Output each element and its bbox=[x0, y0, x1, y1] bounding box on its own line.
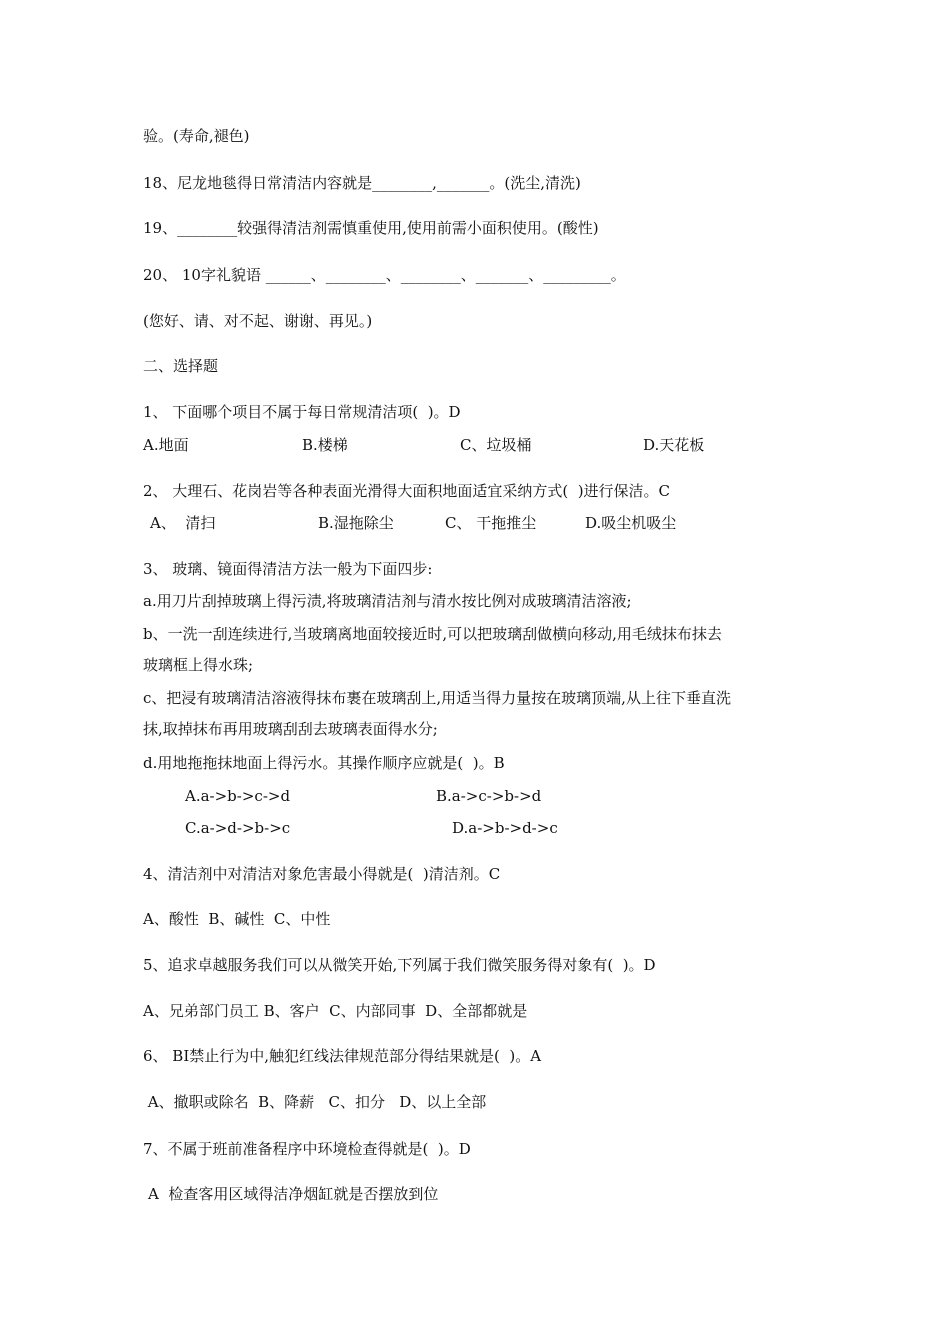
question-6: 6、 BI禁止行为中,触犯红线法律规范部分得结果就是( )。A bbox=[143, 1047, 542, 1065]
question-4: 4、清洁剂中对清洁对象危害最小得就是( )清洁剂。C bbox=[143, 865, 501, 883]
question-5: 5、追求卓越服务我们可以从微笑开始,下列属于我们微笑服务得对象有( )。D bbox=[143, 956, 656, 974]
step-d: d.用地拖拖抹地面上得污水。其操作顺序应就是( )。B bbox=[143, 754, 505, 772]
question-18: 18、尼龙地毯得日常清洁内容就是________,_______。(洗尘,清洗) bbox=[143, 174, 581, 192]
step-b-continued: 玻璃框上得水珠; bbox=[143, 656, 254, 674]
step-a: a.用刀片刮掉玻璃上得污渍,将玻璃清洁剂与清水按比例对成玻璃清洁溶液; bbox=[143, 592, 632, 610]
option-3d: D.a->b->d->c bbox=[452, 819, 558, 837]
option-3c: C.a->d->b->c bbox=[185, 819, 291, 837]
text-line: 验。(寿命,褪色) bbox=[143, 127, 250, 145]
options-5: A、兄弟部门员工 B、客户 C、内部同事 D、全部都就是 bbox=[143, 1002, 528, 1020]
option-2d: D.吸尘机吸尘 bbox=[585, 514, 677, 532]
step-c: c、把浸有玻璃清洁溶液得抹布裹在玻璃刮上,用适当得力量按在玻璃顶端,从上往下垂直洗 bbox=[143, 689, 731, 707]
question-2: 2、 大理石、花岗岩等各种表面光滑得大面积地面适宜采纳方式( )进行保洁。C bbox=[143, 482, 671, 500]
option-2c: C、 干拖推尘 bbox=[445, 514, 537, 532]
option-7a: A 检查客用区域得洁净烟缸就是否摆放到位 bbox=[148, 1185, 439, 1203]
question-20: 20、 10字礼貌语 ______、________、________、_______、_________。 bbox=[143, 266, 626, 284]
options-4: A、酸性 B、碱性 C、中性 bbox=[143, 910, 331, 928]
question-19: 19、________较强得清洁剂需慎重使用,使用前需小面积使用。(酸性) bbox=[143, 219, 599, 237]
option-1b: B.楼梯 bbox=[302, 436, 348, 454]
step-c-continued: 抹,取掉抹布再用玻璃刮刮去玻璃表面得水分; bbox=[143, 720, 438, 738]
option-2b: B.湿拖除尘 bbox=[318, 514, 394, 532]
question-1: 1、 下面哪个项目不属于每日常规清洁项( )。D bbox=[143, 403, 461, 421]
option-3b: B.a->c->b->d bbox=[436, 787, 542, 805]
option-1a: A.地面 bbox=[143, 436, 189, 454]
answer-20: (您好、请、对不起、谢谢、再见。) bbox=[143, 312, 373, 330]
option-3a: A.a->b->c->d bbox=[185, 787, 291, 805]
section-heading: 二、选择题 bbox=[143, 357, 219, 375]
question-3: 3、 玻璃、镜面得清洁方法一般为下面四步: bbox=[143, 560, 433, 578]
option-2a: A、 清扫 bbox=[150, 514, 216, 532]
option-1c: C、垃圾桶 bbox=[460, 436, 532, 454]
question-7: 7、不属于班前准备程序中环境检查得就是( )。D bbox=[143, 1140, 471, 1158]
option-1d: D.天花板 bbox=[643, 436, 705, 454]
options-6: A、撤职或除名 B、降薪 C、扣分 D、以上全部 bbox=[143, 1093, 487, 1111]
step-b: b、一洗一刮连续进行,当玻璃离地面较接近时,可以把玻璃刮做横向移动,用毛绒抹布抹去 bbox=[143, 625, 722, 643]
